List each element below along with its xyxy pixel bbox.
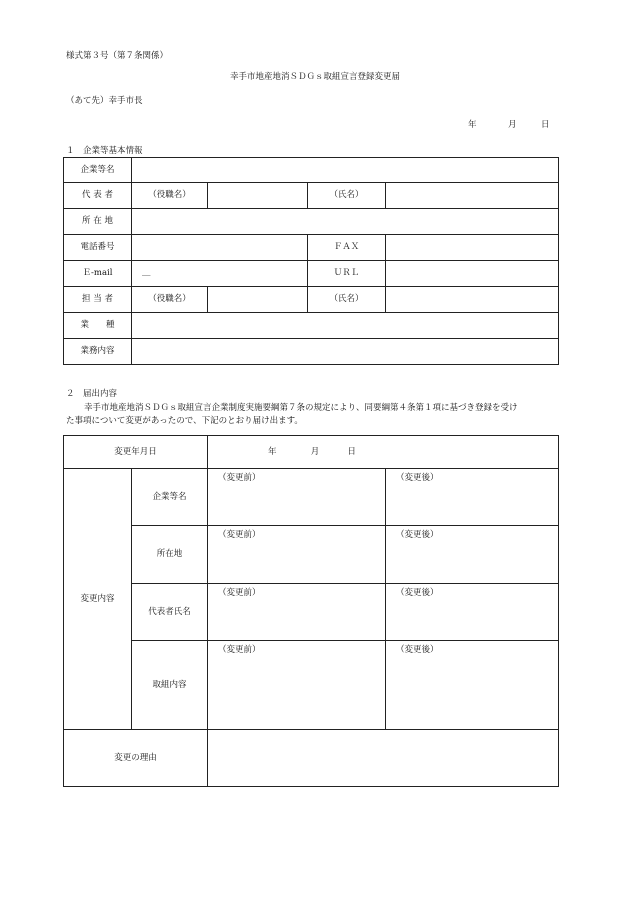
row-address bbox=[64, 209, 559, 235]
change-date-year: 年 bbox=[268, 446, 277, 457]
address-after[interactable]: （変更後） bbox=[386, 526, 559, 584]
row-company-name bbox=[64, 158, 559, 183]
change-reason-field[interactable] bbox=[208, 730, 559, 787]
company-name-before[interactable]: （変更前） bbox=[208, 469, 386, 526]
change-details-table bbox=[63, 435, 559, 787]
change-item-company-name: 企業等名 bbox=[132, 469, 208, 526]
representative-name-field[interactable] bbox=[386, 183, 559, 209]
business-field[interactable] bbox=[132, 339, 559, 365]
row-change-date bbox=[64, 436, 559, 469]
initiatives-after[interactable]: （変更後） bbox=[386, 641, 559, 730]
representative-before[interactable]: （変更前） bbox=[208, 584, 386, 641]
row-representative bbox=[64, 183, 559, 209]
address-label: 所 在 地 bbox=[64, 209, 132, 235]
row-business bbox=[64, 339, 559, 365]
change-item-address: 所在地 bbox=[132, 526, 208, 584]
contact-person-label: 担 当 者 bbox=[64, 287, 132, 313]
date-year-label: 年 bbox=[468, 120, 477, 130]
email-label: Ｅ-mail bbox=[64, 261, 132, 287]
contact-job-title-field[interactable] bbox=[208, 287, 308, 313]
change-reason-label: 変更の理由 bbox=[64, 730, 208, 787]
change-content-label: 変更内容 bbox=[64, 469, 132, 730]
phone-field[interactable] bbox=[132, 235, 308, 261]
company-name-field[interactable] bbox=[132, 158, 559, 183]
section1-heading: １ 企業等基本情報 bbox=[66, 146, 143, 156]
address-before[interactable]: （変更前） bbox=[208, 526, 386, 584]
document-title: 幸手市地産地消ＳＤＧｓ取組宣言登録変更届 bbox=[229, 72, 400, 82]
row-change-initiatives bbox=[64, 641, 559, 730]
representative-job-title-field[interactable] bbox=[208, 183, 308, 209]
section2-body-line2: た事項について変更があったので、下記のとおり届け出ます。 bbox=[66, 416, 303, 426]
url-field[interactable] bbox=[386, 261, 559, 287]
change-date-day: 日 bbox=[347, 446, 356, 457]
addressee: （あて先）幸手市長 bbox=[66, 96, 143, 106]
contact-name-field[interactable] bbox=[386, 287, 559, 313]
form-number: 様式第３号（第７条関係） bbox=[66, 51, 169, 61]
phone-label: 電話番号 bbox=[64, 235, 132, 261]
row-change-representative bbox=[64, 584, 559, 641]
change-date-field[interactable] bbox=[208, 436, 559, 469]
section2-heading: ２ 届出内容 bbox=[66, 389, 118, 399]
row-phone-fax bbox=[64, 235, 559, 261]
business-label: 業務内容 bbox=[64, 339, 132, 365]
change-item-initiatives: 取組内容 bbox=[132, 641, 208, 730]
date-day-label: 日 bbox=[541, 120, 550, 130]
email-field[interactable]: ＿ bbox=[132, 261, 308, 287]
row-change-address bbox=[64, 526, 559, 584]
contact-job-title-label: （役職名） bbox=[132, 287, 208, 313]
section2-body-line1: 幸手市地産地消ＳＤＧｓ取組宣言企業制度実施要綱第７条の規定により、同要綱第４条第１項に基づき登録を受け bbox=[84, 403, 518, 413]
contact-name-label: （氏名） bbox=[308, 287, 386, 313]
date-month-label: 月 bbox=[508, 120, 517, 130]
representative-name-label: （氏名） bbox=[308, 183, 386, 209]
change-date-month: 月 bbox=[310, 446, 320, 457]
change-date-label: 変更年月日 bbox=[64, 436, 208, 469]
company-name-after[interactable]: （変更後） bbox=[386, 469, 559, 526]
url-label: ＵＲＬ bbox=[308, 261, 386, 287]
fax-label: ＦＡＸ bbox=[308, 235, 386, 261]
row-change-reason bbox=[64, 730, 559, 787]
company-name-label: 企業等名 bbox=[64, 158, 132, 183]
address-field[interactable] bbox=[132, 209, 559, 235]
row-change-company-name bbox=[64, 469, 559, 526]
initiatives-before[interactable]: （変更前） bbox=[208, 641, 386, 730]
row-industry bbox=[64, 313, 559, 339]
basic-info-table bbox=[63, 157, 559, 365]
industry-field[interactable] bbox=[132, 313, 559, 339]
representative-job-title-label: （役職名） bbox=[132, 183, 208, 209]
row-contact-person bbox=[64, 287, 559, 313]
change-item-representative: 代表者氏名 bbox=[132, 584, 208, 641]
representative-label: 代 表 者 bbox=[64, 183, 132, 209]
row-email-url bbox=[64, 261, 559, 287]
industry-label: 業 種 bbox=[64, 313, 132, 339]
representative-after[interactable]: （変更後） bbox=[386, 584, 559, 641]
fax-field[interactable] bbox=[386, 235, 559, 261]
